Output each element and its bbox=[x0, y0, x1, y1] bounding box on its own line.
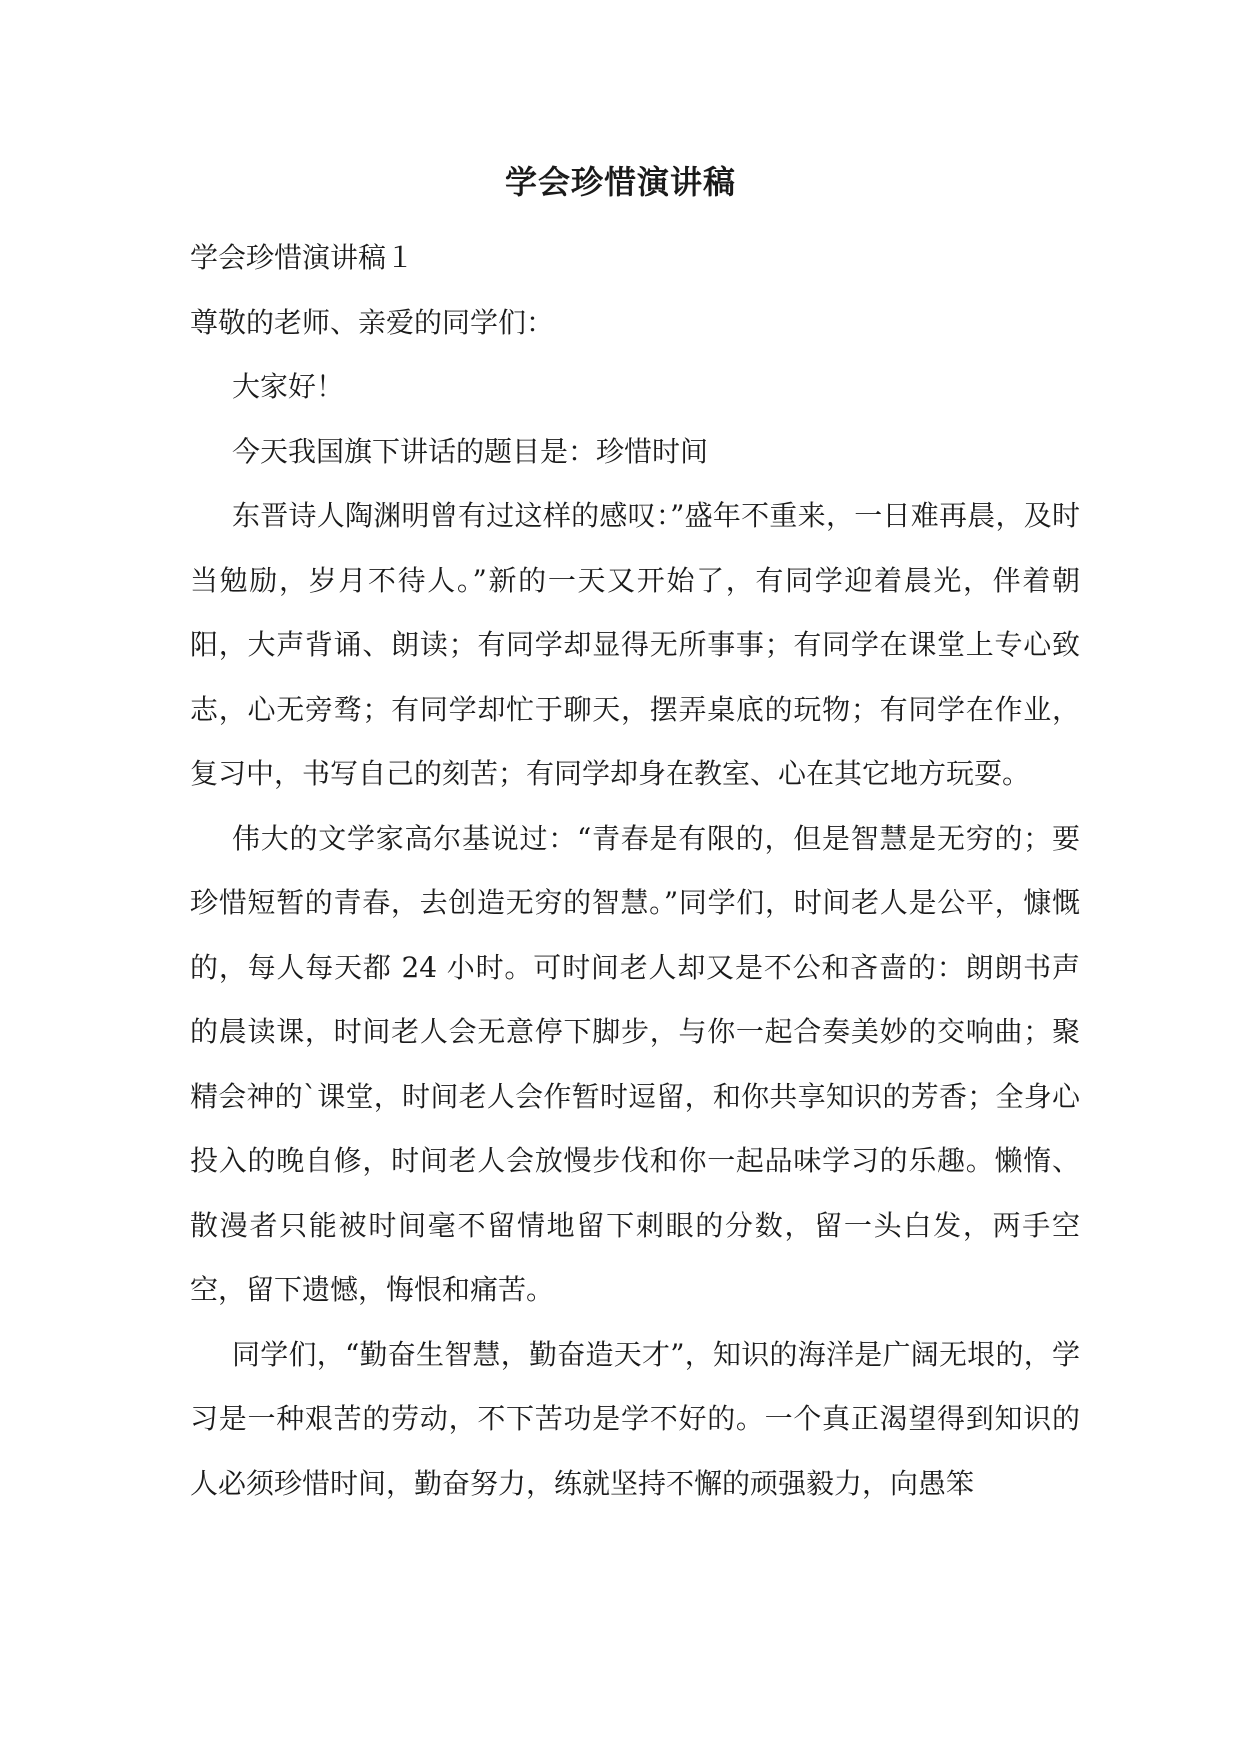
paragraph-greeting: 大家好！ bbox=[232, 370, 345, 403]
paragraph: 东晋诗人陶渊明曾有过这样的感叹：”盛年不重来，一日难再晨，及时当勉励，岁月不待人。”新的一天又开始了，有同学迎着晨光，伴着朝阳，大声背诵、朗读；有同学却显得无所事事；有同学在课堂上专心致志，心无旁骛；有同学却忙于聊天，摆弄桌底的玩物；有同学在作业，复习中，书写自己的刻苦；有同学却身在教室、心在其它地方玩耍。 bbox=[190, 499, 1080, 790]
paragraph: 伟大的文学家高尔基说过：“青春是有限的，但是智慧是无穷的；要珍惜短暂的青春，去创造无穷的智慧。”同学们，时间老人是公平，慷慨的，每人每天都 24 小时。可时间老人却又是不公和吝啬的：朗朗书声的晨读课，时间老人会无意停下脚步，与你一起合奏美妙的交响曲；聚精会神的`课堂，时间老人会作暂时逗留，和你共享知识的芳香；全身心投入的晚自修，时间老人会放慢步伐和你一起品味学习的乐趣。懒惰、散漫者只能被时间毫不留情地留下刺眼的分数，留一头白发，两手空空，留下遗憾，悔恨和痛苦。 bbox=[190, 821, 1080, 1306]
document-title: 学会珍惜演讲稿 bbox=[504, 163, 736, 201]
paragraph-heading: 学会珍惜演讲稿１ bbox=[190, 241, 415, 274]
paragraph-salutation: 尊敬的老师、亲爱的同学们： bbox=[190, 305, 555, 339]
document-body bbox=[190, 226, 1080, 1516]
paragraph-topic: 今天我国旗下讲话的题目是：珍惜时间 bbox=[232, 434, 709, 468]
paragraph: 同学们，“勤奋生智慧，勤奋造天才”，知识的海洋是广阔无垠的，学习是一种艰苦的劳动，不下苦功是学不好的。一个真正渴望得到知识的人必须珍惜时间，勤奋努力，练就坚持不懈的顽强毅力，向愚笨 bbox=[190, 1337, 1080, 1500]
